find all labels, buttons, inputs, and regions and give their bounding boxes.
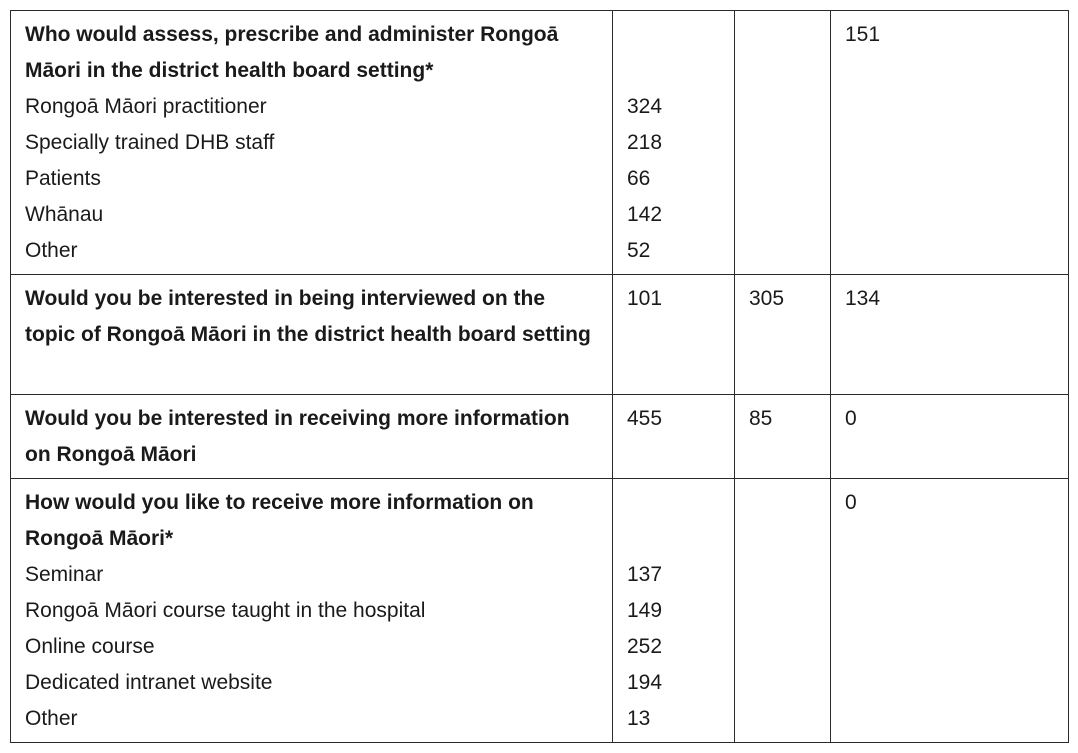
option-label: Rongoā Māori practitioner	[25, 95, 267, 118]
no-value	[749, 485, 816, 521]
question-text: How would you like to receive more information on Rongoā Māori*	[25, 491, 534, 550]
yes-value	[627, 485, 720, 557]
survey-results-table	[10, 10, 1069, 743]
option-count: 137	[627, 563, 663, 586]
question-text: Would you be interested in receiving more information on Rongoā Māori	[25, 407, 570, 466]
yes-value: 101	[627, 287, 663, 310]
missing-value: 0	[845, 407, 857, 430]
option-label: Patients	[25, 167, 101, 190]
question-cell	[11, 11, 613, 275]
option-label: Seminar	[25, 563, 104, 586]
option-count: 324	[627, 95, 663, 118]
question-cell	[11, 479, 613, 743]
missing-cell	[831, 275, 1069, 395]
option-count: 142	[627, 203, 663, 226]
table-row	[11, 479, 1069, 743]
question-text: Would you be interested in being interviewed on the topic of Rongoā Māori in the district health board setting	[25, 287, 591, 346]
missing-value: 151	[845, 23, 881, 46]
yes-value: 455	[627, 407, 663, 430]
option-label: Other	[25, 239, 78, 262]
yes-cell	[613, 275, 735, 395]
option-label: Online course	[25, 635, 155, 658]
no-cell	[735, 275, 831, 395]
option-label: Other	[25, 707, 78, 730]
option-count: 149	[627, 599, 663, 622]
option-label: Whānau	[25, 203, 104, 226]
missing-cell	[831, 479, 1069, 743]
no-cell	[735, 395, 831, 479]
option-count: 194	[627, 671, 663, 694]
option-count: 252	[627, 635, 663, 658]
missing-cell	[831, 395, 1069, 479]
option-count: 66	[627, 167, 651, 190]
option-count: 13	[627, 707, 651, 730]
no-value: 85	[749, 407, 773, 430]
question-text: Who would assess, prescribe and administer Rongoā Māori in the district health board setting*	[25, 23, 559, 82]
yes-cell	[613, 11, 735, 275]
option-label: Rongoā Māori course taught in the hospital	[25, 599, 426, 622]
no-cell	[735, 479, 831, 743]
table-row	[11, 11, 1069, 275]
question-cell	[11, 275, 613, 395]
yes-cell	[613, 395, 735, 479]
missing-cell	[831, 11, 1069, 275]
question-cell	[11, 395, 613, 479]
missing-value: 134	[845, 287, 881, 310]
no-value: 305	[749, 287, 785, 310]
table-row	[11, 275, 1069, 395]
no-cell	[735, 11, 831, 275]
yes-value	[627, 17, 720, 89]
yes-cell	[613, 479, 735, 743]
table-row	[11, 395, 1069, 479]
option-label: Dedicated intranet website	[25, 671, 273, 694]
option-count: 52	[627, 239, 651, 262]
option-label: Specially trained DHB staff	[25, 131, 275, 154]
missing-value: 0	[845, 491, 857, 514]
option-count: 218	[627, 131, 663, 154]
no-value	[749, 17, 816, 53]
